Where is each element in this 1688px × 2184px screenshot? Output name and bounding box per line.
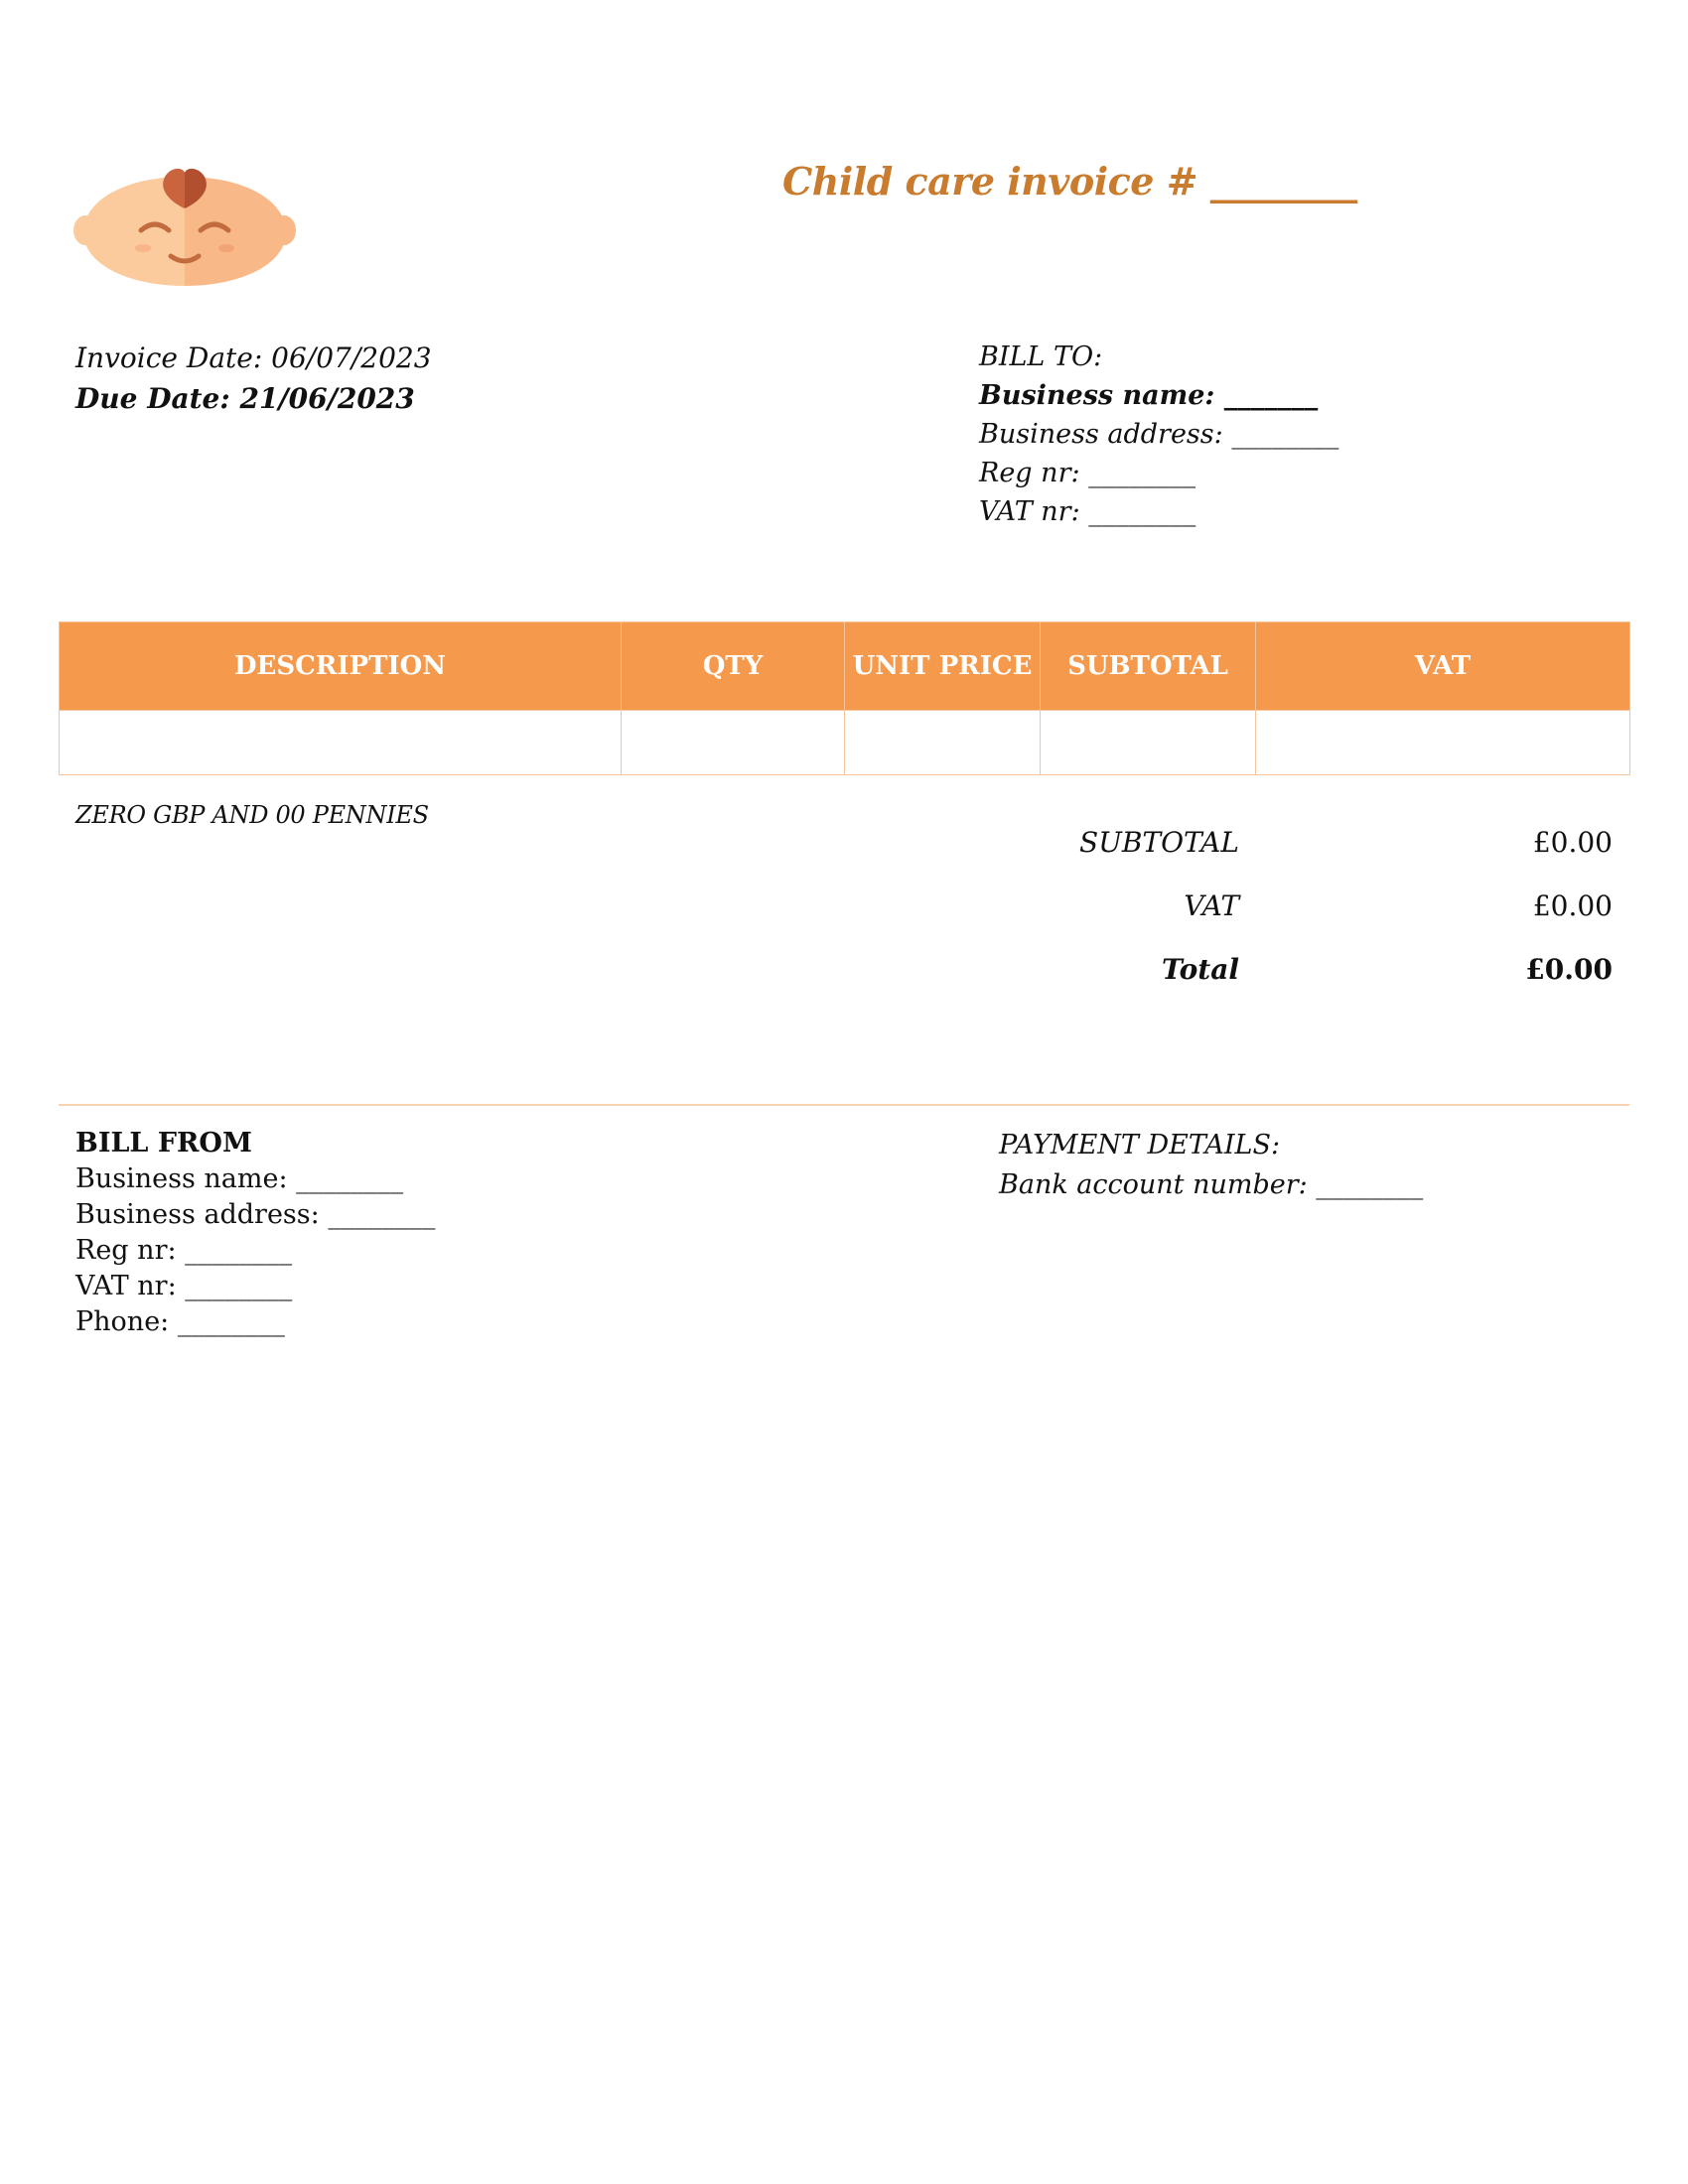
column-header-vat: VAT xyxy=(1256,622,1630,711)
bill-from-reg-nr: Reg nr: ________ xyxy=(75,1235,293,1266)
column-header-description: DESCRIPTION xyxy=(60,622,622,711)
column-header-unit-price: UNIT PRICE xyxy=(845,622,1041,711)
table-row xyxy=(60,711,1630,775)
invoice-title: Child care invoice # ________ xyxy=(782,159,1357,204)
table-header-row xyxy=(60,622,1630,711)
due-date: Due Date: 21/06/2023 xyxy=(75,382,415,415)
total-row xyxy=(993,953,1628,1017)
vat-value: £0.00 xyxy=(1532,889,1613,922)
invoice-dates xyxy=(75,338,432,419)
bank-account-number: Bank account number: ________ xyxy=(999,1169,1424,1200)
items-table xyxy=(59,621,1630,775)
table-cell xyxy=(1041,711,1256,775)
bill-from-vat-nr: VAT nr: ________ xyxy=(75,1271,293,1301)
vat-label: VAT xyxy=(1184,889,1239,922)
table-cell xyxy=(1256,711,1630,775)
bill-from-business-address: Business address: ________ xyxy=(75,1199,436,1230)
total-value: £0.00 xyxy=(1525,953,1613,986)
column-header-qty: QTY xyxy=(622,622,845,711)
table-cell xyxy=(622,711,845,775)
baby-face-icon xyxy=(73,167,296,288)
subtotal-value: £0.00 xyxy=(1532,826,1613,859)
bill-to-business-address: Business address: ________ xyxy=(979,419,1339,450)
table-cell xyxy=(60,711,622,775)
section-divider xyxy=(59,1104,1629,1106)
bill-to-vat-nr: VAT nr: ________ xyxy=(979,496,1196,527)
bill-from-section xyxy=(75,1126,435,1340)
payment-details-section xyxy=(999,1126,1423,1205)
totals-section xyxy=(993,826,1628,1017)
invoice-date: Invoice Date: 06/07/2023 xyxy=(75,341,432,374)
subtotal-label: SUBTOTAL xyxy=(1079,826,1239,859)
bill-from-phone: Phone: ________ xyxy=(75,1306,285,1337)
bill-to-reg-nr: Reg nr: ________ xyxy=(979,458,1196,488)
bill-to-section xyxy=(979,338,1338,531)
vat-row xyxy=(993,889,1628,953)
column-header-subtotal: SUBTOTAL xyxy=(1041,622,1256,711)
payment-details-heading: PAYMENT DETAILS: xyxy=(999,1130,1281,1160)
amount-in-words: ZERO GBP AND 00 PENNIES xyxy=(75,801,429,829)
bill-to-business-name: Business name: _______ xyxy=(979,380,1319,411)
bill-from-heading: BILL FROM xyxy=(75,1128,252,1159)
bill-from-business-name: Business name: ________ xyxy=(75,1163,404,1194)
table-cell xyxy=(845,711,1041,775)
total-label: Total xyxy=(1161,953,1239,986)
bill-to-heading: BILL TO: xyxy=(979,341,1103,372)
subtotal-row xyxy=(993,826,1628,889)
